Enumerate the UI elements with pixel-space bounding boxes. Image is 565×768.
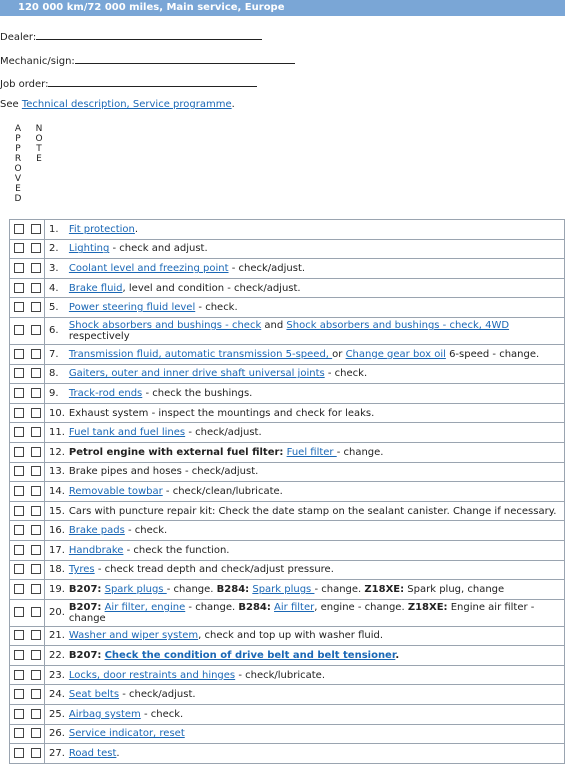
- row-link[interactable]: Fit protection: [68, 223, 135, 235]
- row-text-part: Exhaust system - inspect the mountings and check for leaks.: [68, 407, 375, 419]
- row-number: 7.: [45, 344, 65, 364]
- note-checkbox[interactable]: [31, 466, 41, 476]
- note-cell: [27, 580, 45, 600]
- approved-checkbox[interactable]: [14, 283, 24, 293]
- note-cell: [27, 540, 45, 560]
- note-checkbox[interactable]: [31, 748, 41, 758]
- row-link[interactable]: Washer and wiper system: [68, 630, 199, 642]
- table-row: [10, 705, 565, 725]
- approved-cell: [10, 317, 28, 344]
- note-cell: [27, 599, 45, 626]
- table-row: [10, 580, 565, 600]
- row-link[interactable]: Brake fluid: [68, 282, 123, 294]
- approved-checkbox[interactable]: [14, 545, 24, 555]
- row-text: [65, 540, 565, 560]
- approved-column-letter: O: [14, 164, 22, 174]
- approved-cell: [10, 646, 28, 666]
- approved-checkbox[interactable]: [14, 388, 24, 398]
- approved-cell: [10, 403, 28, 423]
- note-cell: [27, 278, 45, 298]
- note-cell: [27, 423, 45, 443]
- row-text: [65, 482, 565, 502]
- approved-checkbox[interactable]: [14, 466, 24, 476]
- table-row: [10, 384, 565, 404]
- approved-column-letter: D: [14, 194, 22, 204]
- row-number: 1.: [45, 220, 65, 240]
- row-text-part: - check.: [124, 525, 168, 537]
- approved-cell: [10, 560, 28, 580]
- table-row: [10, 259, 565, 279]
- approved-cell: [10, 344, 28, 364]
- row-number: 12.: [45, 442, 65, 462]
- row-text-part: - change.: [185, 601, 239, 613]
- row-number: 2.: [45, 239, 65, 259]
- approved-checkbox[interactable]: [14, 670, 24, 680]
- table-row: [10, 462, 565, 482]
- note-checkbox[interactable]: [31, 368, 41, 378]
- row-text-part: , check and top up with washer fluid.: [198, 630, 384, 642]
- row-number: 6.: [45, 317, 65, 344]
- approved-checkbox[interactable]: [14, 349, 24, 359]
- row-link[interactable]: Check the condition of drive belt and belt tensioner: [104, 650, 396, 662]
- note-checkbox[interactable]: [31, 506, 41, 516]
- table-row: [10, 317, 565, 344]
- row-text-part: B207:: [68, 650, 102, 662]
- row-number: 24.: [45, 685, 65, 705]
- row-text: [65, 501, 565, 521]
- note-checkbox[interactable]: [31, 302, 41, 312]
- dealer-line[interactable]: [36, 30, 262, 40]
- row-text-part: - check/adjust.: [228, 262, 306, 274]
- table-row: [10, 560, 565, 580]
- note-checkbox[interactable]: [31, 388, 41, 398]
- note-cell: [27, 442, 45, 462]
- approved-cell: [10, 744, 28, 764]
- row-text: [65, 646, 565, 666]
- row-link[interactable]: Brake pads: [68, 525, 125, 537]
- table-row: [10, 278, 565, 298]
- approved-checkbox[interactable]: [14, 263, 24, 273]
- row-link[interactable]: Locks, door restraints and hinges: [68, 669, 236, 681]
- approved-checkbox[interactable]: [14, 564, 24, 574]
- row-text: [65, 364, 565, 384]
- row-text-part: B284:: [216, 583, 250, 595]
- approved-cell: [10, 521, 28, 541]
- approved-cell: [10, 501, 28, 521]
- approved-cell: [10, 626, 28, 646]
- row-text-part: - check tread depth and check/adjust pressure.: [94, 564, 334, 576]
- checklist-table: [9, 219, 565, 764]
- approved-checkbox[interactable]: [14, 630, 24, 640]
- approved-checkbox[interactable]: [14, 607, 24, 617]
- approved-checkbox[interactable]: [14, 748, 24, 758]
- row-link[interactable]: Spark plugs: [252, 583, 315, 595]
- row-text: [65, 626, 565, 646]
- approved-cell: [10, 423, 28, 443]
- table-row: [10, 239, 565, 259]
- approved-cell: [10, 220, 28, 240]
- row-text-part: B284:: [238, 601, 271, 613]
- note-checkbox[interactable]: [31, 670, 41, 680]
- row-number: 23.: [45, 665, 65, 685]
- row-link[interactable]: Spark plugs: [104, 583, 167, 595]
- table-row: [10, 685, 565, 705]
- row-link[interactable]: Tyres: [68, 564, 95, 576]
- row-text: [65, 298, 565, 318]
- note-cell: [27, 705, 45, 725]
- row-text: [65, 239, 565, 259]
- note-cell: [27, 462, 45, 482]
- row-text-part: or: [332, 348, 346, 360]
- table-row: [10, 521, 565, 541]
- note-column-letter: E: [36, 154, 42, 164]
- table-row: [10, 744, 565, 764]
- row-link[interactable]: Coolant level and freezing point: [68, 262, 229, 274]
- row-link[interactable]: Shock absorbers and bushings - check: [68, 319, 262, 331]
- see-prefix: See: [0, 99, 22, 110]
- note-checkbox[interactable]: [31, 584, 41, 594]
- note-checkbox[interactable]: [31, 447, 41, 457]
- note-cell: [27, 665, 45, 685]
- note-checkbox[interactable]: [31, 728, 41, 738]
- row-text-part: , level and condition - check/adjust.: [122, 282, 301, 294]
- approved-column-letter: V: [14, 174, 22, 184]
- row-text-part: B207:: [68, 583, 102, 595]
- note-checkbox[interactable]: [31, 564, 41, 574]
- approved-column-header: [13, 124, 23, 204]
- row-text-part: - check.: [140, 708, 184, 720]
- row-number: 4.: [45, 278, 65, 298]
- note-column-letter: O: [35, 134, 43, 144]
- note-checkbox[interactable]: [31, 349, 41, 359]
- approved-checkbox[interactable]: [14, 486, 24, 496]
- note-cell: [27, 344, 45, 364]
- dealer-field: [0, 30, 262, 43]
- row-number: 10.: [45, 403, 65, 423]
- note-cell: [27, 384, 45, 404]
- row-number: 20.: [45, 599, 65, 626]
- note-cell: [27, 259, 45, 279]
- approved-checkbox[interactable]: [14, 650, 24, 660]
- approved-cell: [10, 278, 28, 298]
- row-text: [65, 685, 565, 705]
- row-text-part: , engine - change.: [314, 601, 408, 613]
- row-number: 25.: [45, 705, 65, 725]
- table-row: [10, 220, 565, 240]
- approved-cell: [10, 580, 28, 600]
- row-text-part: Petrol engine with external fuel filter:: [68, 446, 284, 458]
- row-number: 3.: [45, 259, 65, 279]
- row-text-part: - change.: [166, 583, 217, 595]
- dealer-label: Dealer:: [0, 32, 37, 43]
- approved-cell: [10, 259, 28, 279]
- approved-checkbox[interactable]: [14, 506, 24, 516]
- note-cell: [27, 482, 45, 502]
- row-text-part: - check the function.: [123, 544, 230, 556]
- approved-cell: [10, 364, 28, 384]
- row-number: 11.: [45, 423, 65, 443]
- table-row: [10, 626, 565, 646]
- row-text: [65, 560, 565, 580]
- row-number: 5.: [45, 298, 65, 318]
- row-link[interactable]: Road test: [68, 748, 117, 760]
- table-row: [10, 724, 565, 744]
- job-order-field: [0, 77, 257, 90]
- table-row: [10, 403, 565, 423]
- note-cell: [27, 521, 45, 541]
- note-cell: [27, 744, 45, 764]
- row-number: 18.: [45, 560, 65, 580]
- row-link[interactable]: Transmission fluid, automatic transmission 5-speed,: [68, 348, 333, 360]
- row-link[interactable]: Lighting: [68, 243, 110, 255]
- note-checkbox[interactable]: [31, 263, 41, 273]
- table-row: [10, 665, 565, 685]
- table-row: [10, 423, 565, 443]
- row-text: [65, 665, 565, 685]
- approved-cell: [10, 442, 28, 462]
- approved-checkbox[interactable]: [14, 368, 24, 378]
- approved-column-letter: A: [14, 124, 22, 134]
- service-programme-link[interactable]: Technical description, Service programme: [21, 99, 232, 110]
- row-text-part: 6-speed - change.: [445, 348, 540, 360]
- page-title: 120 000 km/72 000 miles, Main service, Europe: [18, 2, 285, 13]
- approved-checkbox[interactable]: [14, 427, 24, 437]
- note-cell: [27, 364, 45, 384]
- row-text: [65, 317, 565, 344]
- row-text: [65, 344, 565, 364]
- row-text-part: Brake pipes and hoses - check/adjust.: [68, 466, 259, 478]
- row-number: 15.: [45, 501, 65, 521]
- row-text-part: - check/adjust.: [119, 689, 196, 701]
- note-cell: [27, 298, 45, 318]
- note-cell: [27, 560, 45, 580]
- mechanic-label: Mechanic/sign:: [0, 56, 75, 67]
- table-row: [10, 540, 565, 560]
- table-row: [10, 442, 565, 462]
- row-number: 14.: [45, 482, 65, 502]
- note-checkbox[interactable]: [31, 709, 41, 719]
- note-cell: [27, 403, 45, 423]
- note-cell: [27, 626, 45, 646]
- approved-cell: [10, 239, 28, 259]
- row-text-part: - check the bushings.: [142, 387, 253, 399]
- row-link[interactable]: Air filter: [274, 601, 315, 613]
- note-column-header: [34, 124, 44, 164]
- note-checkbox[interactable]: [31, 224, 41, 234]
- row-text-part: - check and adjust.: [109, 243, 208, 255]
- row-text: [65, 423, 565, 443]
- row-text: [65, 442, 565, 462]
- approved-cell: [10, 482, 28, 502]
- approved-column-letter: P: [15, 144, 21, 154]
- row-text-part: Z18XE:: [364, 583, 405, 595]
- row-text-part: Cars with puncture repair kit: Check the date stamp on the sealant canister. Change if necessary.: [68, 505, 557, 517]
- approved-checkbox[interactable]: [14, 689, 24, 699]
- approved-cell: [10, 540, 28, 560]
- mechanic-field: [0, 54, 295, 67]
- approved-cell: [10, 665, 28, 685]
- approved-checkbox[interactable]: [14, 302, 24, 312]
- note-checkbox[interactable]: [31, 408, 41, 418]
- approved-checkbox[interactable]: [14, 408, 24, 418]
- row-link[interactable]: Fuel tank and fuel lines: [68, 427, 186, 439]
- note-cell: [27, 646, 45, 666]
- note-checkbox[interactable]: [31, 243, 41, 253]
- note-checkbox[interactable]: [31, 545, 41, 555]
- row-text-part: - check.: [195, 302, 238, 314]
- row-link[interactable]: Air filter, engine: [104, 601, 186, 613]
- approved-column-letter: P: [15, 134, 21, 144]
- approved-column-letter: E: [15, 184, 21, 194]
- note-checkbox[interactable]: [31, 607, 41, 617]
- note-checkbox[interactable]: [31, 630, 41, 640]
- note-cell: [27, 239, 45, 259]
- row-number: 26.: [45, 724, 65, 744]
- row-link[interactable]: Service indicator, reset: [68, 728, 185, 740]
- table-row: [10, 298, 565, 318]
- table-row: [10, 501, 565, 521]
- row-text-part: Z18XE:: [407, 601, 448, 613]
- row-text-part: - change.: [336, 446, 384, 458]
- approved-cell: [10, 298, 28, 318]
- row-text: [65, 744, 565, 764]
- approved-cell: [10, 705, 28, 725]
- row-number: 17.: [45, 540, 65, 560]
- approved-checkbox[interactable]: [14, 584, 24, 594]
- note-checkbox[interactable]: [31, 525, 41, 535]
- row-number: 22.: [45, 646, 65, 666]
- row-link[interactable]: Removable towbar: [68, 485, 163, 497]
- table-row: [10, 646, 565, 666]
- table-row: [10, 364, 565, 384]
- table-row: [10, 599, 565, 626]
- row-text-part: Spark plug, change: [404, 583, 505, 595]
- approved-cell: [10, 462, 28, 482]
- note-cell: [27, 501, 45, 521]
- row-text-part: .: [395, 650, 400, 662]
- row-text: [65, 220, 565, 240]
- row-text: [65, 580, 565, 600]
- note-checkbox[interactable]: [31, 486, 41, 496]
- row-link[interactable]: Seat belts: [68, 689, 120, 701]
- note-cell: [27, 317, 45, 344]
- row-link[interactable]: Shock absorbers and bushings - check, 4WD: [286, 319, 510, 331]
- row-text: [65, 705, 565, 725]
- approved-column-letter: R: [14, 154, 22, 164]
- approved-checkbox[interactable]: [14, 243, 24, 253]
- note-cell: [27, 685, 45, 705]
- row-number: 16.: [45, 521, 65, 541]
- row-text-part: .: [116, 748, 120, 760]
- row-text: [65, 462, 565, 482]
- row-text-part: - check/adjust.: [185, 427, 262, 439]
- page-header: [0, 0, 565, 16]
- row-number: 8.: [45, 364, 65, 384]
- job-order-line[interactable]: [48, 77, 257, 87]
- mechanic-line[interactable]: [75, 54, 295, 64]
- approved-cell: [10, 599, 28, 626]
- table-row: [10, 344, 565, 364]
- row-text: [65, 521, 565, 541]
- approved-cell: [10, 384, 28, 404]
- note-cell: [27, 724, 45, 744]
- note-checkbox[interactable]: [31, 325, 41, 335]
- row-link[interactable]: Gaiters, outer and inner drive shaft universal joints: [68, 368, 325, 380]
- note-column-letter: N: [35, 124, 43, 134]
- row-link[interactable]: Power steering fluid level: [68, 302, 196, 314]
- approved-checkbox[interactable]: [14, 525, 24, 535]
- row-text-part: and: [261, 319, 287, 331]
- row-link[interactable]: Airbag system: [68, 708, 141, 720]
- row-text-part: - check/clean/lubricate.: [162, 485, 283, 497]
- table-row: [10, 482, 565, 502]
- note-column-letter: T: [36, 144, 42, 154]
- approved-cell: [10, 724, 28, 744]
- row-link[interactable]: Handbrake: [68, 544, 124, 556]
- row-text: [65, 403, 565, 423]
- row-text: [65, 259, 565, 279]
- see-suffix: .: [231, 99, 235, 110]
- approved-checkbox[interactable]: [14, 447, 24, 457]
- job-order-label: Job order:: [0, 79, 49, 90]
- note-cell: [27, 220, 45, 240]
- row-text-part: .: [134, 223, 139, 235]
- note-checkbox[interactable]: [31, 650, 41, 660]
- approved-checkbox[interactable]: [14, 224, 24, 234]
- approved-checkbox[interactable]: [14, 325, 24, 335]
- row-text-part: - check/lubricate.: [235, 669, 325, 681]
- row-text-part: - check.: [324, 368, 368, 380]
- see-reference: [0, 99, 235, 110]
- approved-checkbox[interactable]: [14, 728, 24, 738]
- row-text: [65, 599, 565, 626]
- row-text-part: respectively: [68, 330, 130, 342]
- row-text: [65, 384, 565, 404]
- row-number: 19.: [45, 580, 65, 600]
- row-link[interactable]: Change gear box oil: [345, 348, 446, 360]
- row-number: 27.: [45, 744, 65, 764]
- approved-cell: [10, 685, 28, 705]
- approved-checkbox[interactable]: [14, 709, 24, 719]
- row-text-part: - change.: [314, 583, 365, 595]
- row-text: [65, 278, 565, 298]
- row-link[interactable]: Fuel filter: [286, 446, 337, 458]
- row-text: [65, 724, 565, 744]
- note-checkbox[interactable]: [31, 427, 41, 437]
- row-text-part: B207:: [68, 601, 102, 613]
- row-number: 13.: [45, 462, 65, 482]
- row-text-part: Engine air filter - change: [68, 601, 535, 624]
- note-checkbox[interactable]: [31, 283, 41, 293]
- row-number: 9.: [45, 384, 65, 404]
- note-checkbox[interactable]: [31, 689, 41, 699]
- row-number: 21.: [45, 626, 65, 646]
- row-link[interactable]: Track-rod ends: [68, 387, 143, 399]
